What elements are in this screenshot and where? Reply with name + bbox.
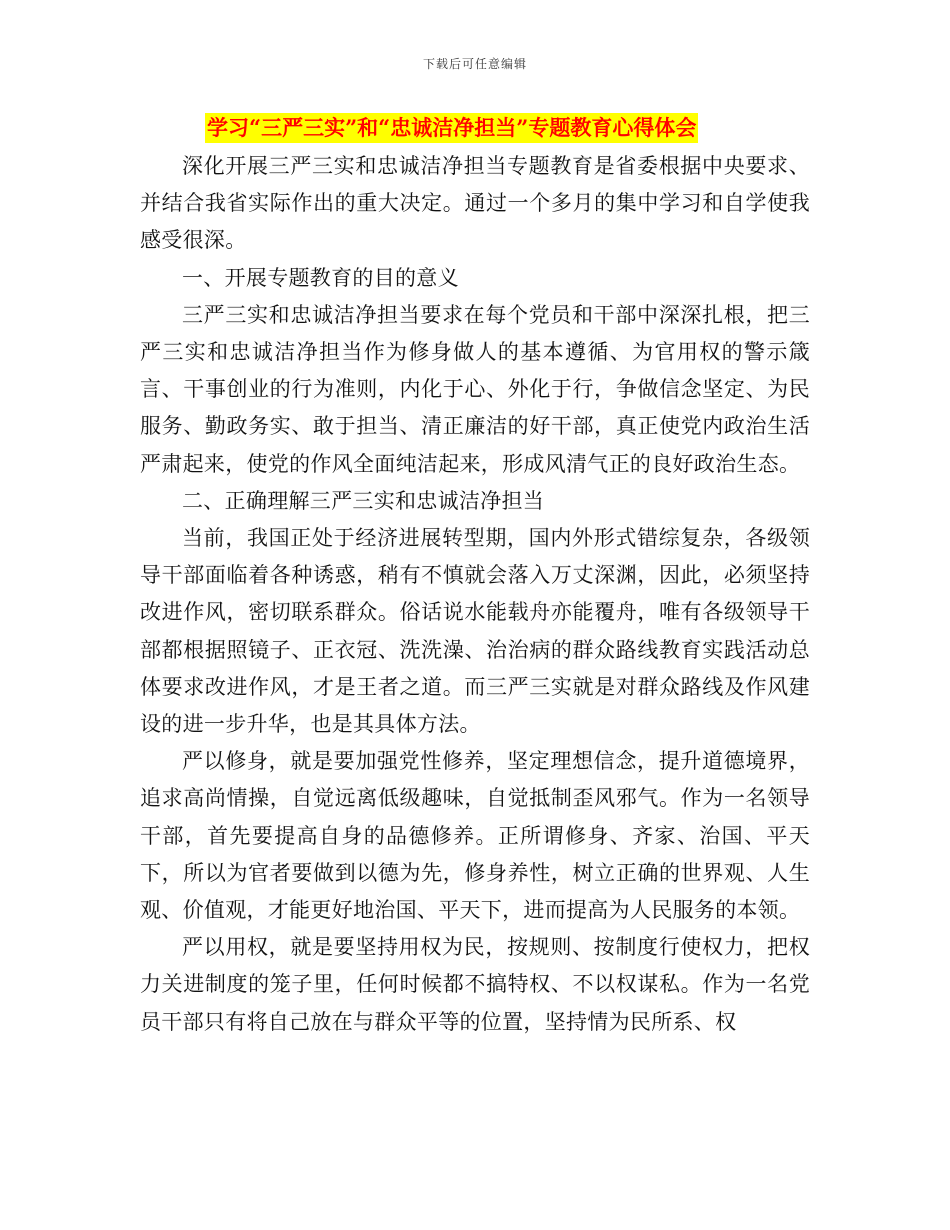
paragraph: 严以修身，就是要加强党性修养，坚定理想信念，提升道德境界，追求高尚情操，自觉远离低级趣味，自觉抵制歪风邪气。作为一名领导干部，首先要提高自身的品德修养。正所谓修身、齐家、治国、平天下，所以为官者要做到以德为先，修身养性，树立正确的世界观、人生观、价值观，才能更好地治国、平天下，进而提高为人民服务的本领。 (140, 749, 810, 923)
document-title: 学习“三严三实”和“忠诚洁净担当”专题教育心得体会 (205, 113, 698, 143)
section-heading-2: 二、正确理解三严三实和忠诚洁净担当 (182, 488, 545, 513)
title-container (205, 113, 698, 145)
header-note: 下载后可任意编辑 (422, 57, 527, 71)
paragraph-intro: 深化开展三严三实和忠诚洁净担当专题教育是省委根据中央要求、并结合我省实际作出的重大决定。通过一个多月的集中学习和自学使我感受很深。 (140, 154, 810, 253)
section-heading-1: 一、开展专题教育的目的意义 (182, 265, 459, 290)
paragraph: 三严三实和忠诚洁净担当要求在每个党员和干部中深深扎根，把三严三实和忠诚洁净担当作为修身做人的基本遵循、为官用权的警示箴言、干事创业的行为准则，内化于心、外化于行，争做信念坚定、为民服务、勤政务实、敢于担当、清正廉洁的好干部，真正使党内政治生活严肃起来，使党的作风全面纯洁起来，形成风清气正的良好政治生态。 (140, 302, 810, 476)
document-body (140, 148, 810, 1041)
paragraph: 当前，我国正处于经济进展转型期，国内外形式错综复杂，各级领导干部面临着各种诱惑，稍有不慎就会落入万丈深渊，因此，必须坚持改进作风，密切联系群众。俗话说水能载舟亦能覆舟，唯有各级领导干部都根据照镜子、正衣冠、洗洗澡、治治病的群众路线教育实践活动总体要求改进作风，才是王者之道。而三严三实就是对群众路线及作风建设的进一步升华，也是其具体方法。 (140, 526, 810, 737)
paragraph: 严以用权，就是要坚持用权为民，按规则、按制度行使权力，把权力关进制度的笼子里，任何时候都不搞特权、不以权谋私。作为一名党员干部只有将自己放在与群众平等的位置，坚持情为民所系、权 (140, 935, 810, 1034)
